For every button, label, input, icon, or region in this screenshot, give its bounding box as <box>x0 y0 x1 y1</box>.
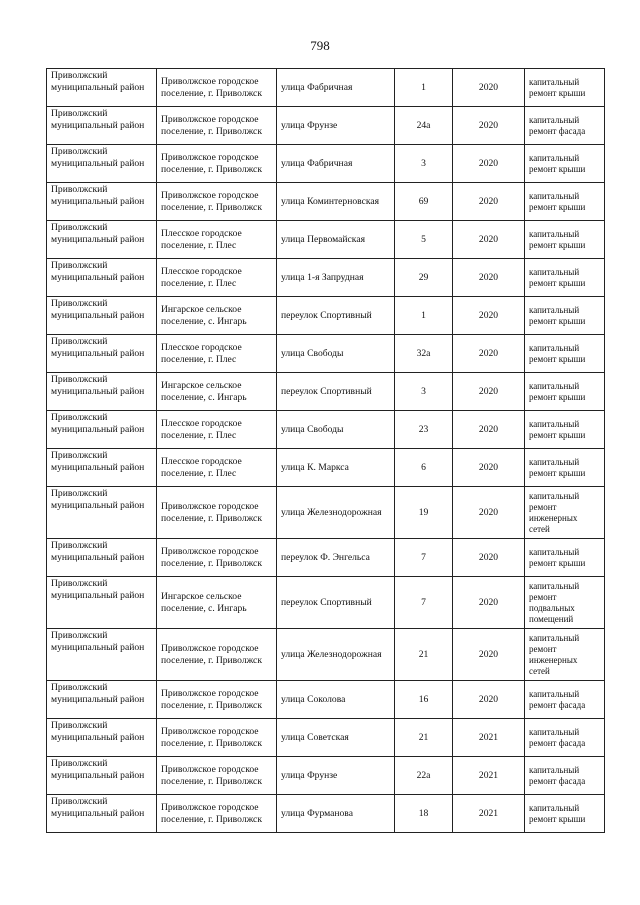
settlement-cell: Приволжское городское поселение, г. Приволжск <box>157 487 277 539</box>
settlement-cell: Плесское городское поселение, г. Плес <box>157 259 277 297</box>
house-number-cell: 1 <box>395 69 453 107</box>
district-cell: Приволжский муниципальный район <box>47 259 157 297</box>
street-cell: улица Соколова <box>277 681 395 719</box>
house-number-cell: 18 <box>395 795 453 833</box>
district-cell: Приволжский муниципальный район <box>47 335 157 373</box>
settlement-cell: Ингарское сельское поселение, с. Ингарь <box>157 297 277 335</box>
year-cell: 2020 <box>453 335 525 373</box>
settlement-cell: Приволжское городское поселение, г. Приволжск <box>157 681 277 719</box>
house-number-cell: 7 <box>395 577 453 629</box>
year-cell: 2020 <box>453 373 525 411</box>
settlement-cell: Ингарское сельское поселение, с. Ингарь <box>157 373 277 411</box>
table-row <box>47 539 605 577</box>
settlement-cell: Плесское городское поселение, г. Плес <box>157 335 277 373</box>
street-cell: переулок Ф. Энгельса <box>277 539 395 577</box>
settlement-cell: Приволжское городское поселение, г. Приволжск <box>157 795 277 833</box>
settlement-cell: Плесское городское поселение, г. Плес <box>157 221 277 259</box>
work-type-cell: капитальный ремонт крыши <box>525 449 605 487</box>
district-cell: Приволжский муниципальный район <box>47 221 157 259</box>
house-number-cell: 7 <box>395 539 453 577</box>
table-row <box>47 335 605 373</box>
street-cell: переулок Спортивный <box>277 297 395 335</box>
house-number-cell: 23 <box>395 411 453 449</box>
table-row <box>47 145 605 183</box>
street-cell: улица Свободы <box>277 335 395 373</box>
work-type-cell: капитальный ремонт крыши <box>525 335 605 373</box>
street-cell: улица Первомайская <box>277 221 395 259</box>
table-row <box>47 69 605 107</box>
year-cell: 2020 <box>453 577 525 629</box>
table-row <box>47 221 605 259</box>
street-cell: переулок Спортивный <box>277 373 395 411</box>
year-cell: 2020 <box>453 183 525 221</box>
house-number-cell: 29 <box>395 259 453 297</box>
street-cell: улица Советская <box>277 719 395 757</box>
house-number-cell: 69 <box>395 183 453 221</box>
work-type-cell: капитальный ремонт инженерных сетей <box>525 629 605 681</box>
street-cell: улица Железнодорожная <box>277 487 395 539</box>
district-cell: Приволжский муниципальный район <box>47 411 157 449</box>
table-row <box>47 107 605 145</box>
work-type-cell: капитальный ремонт фасада <box>525 719 605 757</box>
settlement-cell: Приволжское городское поселение, г. Приволжск <box>157 757 277 795</box>
work-type-cell: капитальный ремонт инженерных сетей <box>525 487 605 539</box>
settlement-cell: Приволжское городское поселение, г. Приволжск <box>157 145 277 183</box>
table-row <box>47 629 605 681</box>
district-cell: Приволжский муниципальный район <box>47 145 157 183</box>
street-cell: переулок Спортивный <box>277 577 395 629</box>
street-cell: улица Коминтерновская <box>277 183 395 221</box>
settlement-cell: Приволжское городское поселение, г. Приволжск <box>157 719 277 757</box>
house-number-cell: 22а <box>395 757 453 795</box>
street-cell: улица К. Маркса <box>277 449 395 487</box>
work-type-cell: капитальный ремонт крыши <box>525 297 605 335</box>
house-number-cell: 1 <box>395 297 453 335</box>
year-cell: 2020 <box>453 449 525 487</box>
house-number-cell: 5 <box>395 221 453 259</box>
page-number: 798 <box>310 38 330 53</box>
table-row <box>47 373 605 411</box>
house-number-cell: 16 <box>395 681 453 719</box>
year-cell: 2020 <box>453 259 525 297</box>
year-cell: 2020 <box>453 107 525 145</box>
settlement-cell: Приволжское городское поселение, г. Приволжск <box>157 107 277 145</box>
settlement-cell: Приволжское городское поселение, г. Приволжск <box>157 629 277 681</box>
street-cell: улица 1-я Запрудная <box>277 259 395 297</box>
street-cell: улица Фабричная <box>277 145 395 183</box>
work-type-cell: капитальный ремонт крыши <box>525 539 605 577</box>
street-cell: улица Свободы <box>277 411 395 449</box>
house-number-cell: 3 <box>395 373 453 411</box>
settlement-cell: Приволжское городское поселение, г. Приволжск <box>157 69 277 107</box>
table-row <box>47 795 605 833</box>
work-type-cell: капитальный ремонт подвальных помещений <box>525 577 605 629</box>
street-cell: улица Фрунзе <box>277 757 395 795</box>
house-number-cell: 32а <box>395 335 453 373</box>
year-cell: 2021 <box>453 719 525 757</box>
table-row <box>47 487 605 539</box>
work-type-cell: капитальный ремонт крыши <box>525 69 605 107</box>
settlement-cell: Плесское городское поселение, г. Плес <box>157 411 277 449</box>
work-type-cell: капитальный ремонт крыши <box>525 411 605 449</box>
work-type-cell: капитальный ремонт фасада <box>525 681 605 719</box>
table-row <box>47 183 605 221</box>
district-cell: Приволжский муниципальный район <box>47 449 157 487</box>
district-cell: Приволжский муниципальный район <box>47 539 157 577</box>
street-cell: улица Фабричная <box>277 69 395 107</box>
work-type-cell: капитальный ремонт крыши <box>525 221 605 259</box>
table-row <box>47 297 605 335</box>
work-type-cell: капитальный ремонт фасада <box>525 107 605 145</box>
street-cell: улица Фрунзе <box>277 107 395 145</box>
work-type-cell: капитальный ремонт крыши <box>525 795 605 833</box>
settlement-cell: Приволжское городское поселение, г. Приволжск <box>157 183 277 221</box>
table-row <box>47 259 605 297</box>
year-cell: 2020 <box>453 69 525 107</box>
table-row <box>47 411 605 449</box>
house-number-cell: 6 <box>395 449 453 487</box>
table-row <box>47 449 605 487</box>
district-cell: Приволжский муниципальный район <box>47 719 157 757</box>
house-number-cell: 21 <box>395 719 453 757</box>
year-cell: 2020 <box>453 221 525 259</box>
work-type-cell: капитальный ремонт крыши <box>525 373 605 411</box>
work-type-cell: капитальный ремонт крыши <box>525 183 605 221</box>
district-cell: Приволжский муниципальный район <box>47 373 157 411</box>
street-cell: улица Фурманова <box>277 795 395 833</box>
year-cell: 2021 <box>453 795 525 833</box>
house-number-cell: 21 <box>395 629 453 681</box>
district-cell: Приволжский муниципальный район <box>47 297 157 335</box>
year-cell: 2021 <box>453 757 525 795</box>
district-cell: Приволжский муниципальный район <box>47 107 157 145</box>
district-cell: Приволжский муниципальный район <box>47 795 157 833</box>
district-cell: Приволжский муниципальный район <box>47 681 157 719</box>
house-number-cell: 19 <box>395 487 453 539</box>
year-cell: 2020 <box>453 629 525 681</box>
table-row <box>47 681 605 719</box>
table-row <box>47 757 605 795</box>
settlement-cell: Ингарское сельское поселение, с. Ингарь <box>157 577 277 629</box>
district-cell: Приволжский муниципальный район <box>47 183 157 221</box>
house-number-cell: 3 <box>395 145 453 183</box>
district-cell: Приволжский муниципальный район <box>47 69 157 107</box>
year-cell: 2020 <box>453 681 525 719</box>
street-cell: улица Железнодорожная <box>277 629 395 681</box>
year-cell: 2020 <box>453 411 525 449</box>
settlement-cell: Плесское городское поселение, г. Плес <box>157 449 277 487</box>
table-row <box>47 719 605 757</box>
year-cell: 2020 <box>453 539 525 577</box>
table-row <box>47 577 605 629</box>
settlement-cell: Приволжское городское поселение, г. Приволжск <box>157 539 277 577</box>
year-cell: 2020 <box>453 145 525 183</box>
district-cell: Приволжский муниципальный район <box>47 577 157 629</box>
work-type-cell: капитальный ремонт крыши <box>525 259 605 297</box>
district-cell: Приволжский муниципальный район <box>47 629 157 681</box>
house-number-cell: 24а <box>395 107 453 145</box>
year-cell: 2020 <box>453 297 525 335</box>
repair-schedule-table <box>46 68 605 833</box>
year-cell: 2020 <box>453 487 525 539</box>
district-cell: Приволжский муниципальный район <box>47 757 157 795</box>
district-cell: Приволжский муниципальный район <box>47 487 157 539</box>
work-type-cell: капитальный ремонт фасада <box>525 757 605 795</box>
work-type-cell: капитальный ремонт крыши <box>525 145 605 183</box>
